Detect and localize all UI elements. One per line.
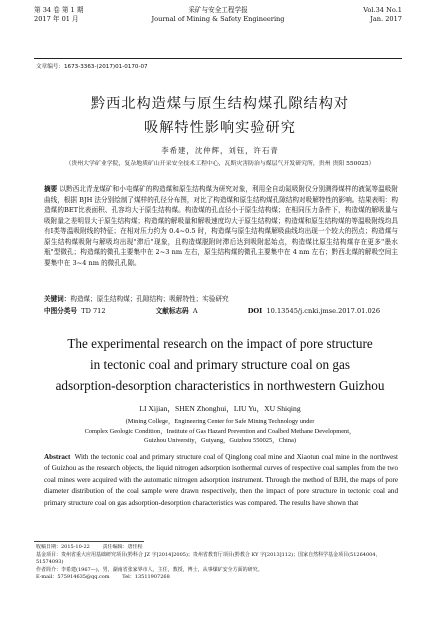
email-label: E-mail：: [36, 574, 58, 580]
publication-date: 2017 年 01 月: [34, 15, 79, 23]
title-en: [30, 333, 410, 396]
title-cn-line: 吸解特性影响实验研究: [144, 120, 296, 136]
journal-name-cn: 采矿与安全工程学报: [188, 6, 248, 14]
affiliation-en-line: Complex Geologic Condition，Institute of Gas Hazard Prevention and Coalbed Methane Development，: [84, 427, 356, 435]
bio-label: 作者简介：: [36, 566, 62, 573]
header-divider: [34, 58, 402, 59]
affiliation-en-line: (Mining College，Engineering Center for Safe Mining Technology under: [125, 418, 315, 425]
keywords-cn-text: 构造煤；原生结构煤；孔隙结构；吸解特性；实验研究: [70, 295, 229, 303]
affiliation-en-line: Guizhou University，Guiyang，Guizhou 550025，China): [144, 437, 296, 444]
doc-code: [156, 307, 222, 315]
clc-value: TD 712: [81, 307, 106, 315]
article-id: 文章编号：1673-3363-(2017)01-0170-07: [36, 64, 148, 70]
footnote-fund: [36, 552, 400, 567]
title-en-line: adsorption-desorption characteristics in northwestern Guizhou: [55, 378, 385, 393]
abstract-en-label: Abstract: [44, 453, 71, 461]
doc-code-value: A: [192, 307, 198, 315]
abstract-cn: [44, 184, 398, 268]
footnote-divider: [34, 541, 144, 542]
responsible-editor: 责任编辑：唐佳程: [102, 544, 143, 550]
abstract-cn-text: 以黔西北青龙煤矿和小屯煤矿的构造煤和原生结构煤为研究对象，利用全自动氮吸附仪分别测得煤样的液氮等温吸附曲线，根据 BJH 法分别绘制了煤样的孔径分布图，对比了构造煤和原生结构煤孔隙结构对吸解特性的影响。结果表明：构造煤的BET比表面积、孔容均大于原生结构煤。构造煤的孔直径小于原生结构煤；在相同压力条件下，构造煤的解吸量与吸附量之差明显大于原生结构煤；构造煤的解吸量和解吸速度均大于原生结构煤；构造煤和原生结构煤的等温吸附线均具有І类等温吸附线的特征；在相对压力约为 0.4~0.5 时，构造煤与原生结构煤解吸曲线均出现一个较大的拐点；构造煤与原生结构煤吸附与解吸均出现"滞后"现象，且构造煤脱附时滞后达到吸附起始点，构造煤比原生结构煤存在更多"墨水瓶"型微孔；构造煤的微孔主要集中在 2~3 nm 左右，原生结构煤的微孔主要集中在 4 nm 左右；黔西北煤的解吸空间主要集中在 3~4 nm 的微孔孔隙。: [44, 185, 399, 267]
abstract-en: [44, 452, 398, 509]
volume-issue: 第 34 卷 第 1 期: [34, 6, 84, 14]
keywords-cn-label: 关键词：: [44, 295, 71, 303]
title-en-line: The experimental research on the impact of pore structure: [67, 336, 373, 351]
clc-label: 中图分类号: [44, 307, 77, 315]
publication-date-en: Jan. 2017: [370, 15, 402, 23]
doi-label: DOI: [247, 307, 263, 315]
doi-value: 10.13545/j.cnki.jmse.2017.01.026: [266, 307, 381, 315]
header-center: [34, 6, 402, 24]
fund-text: 贵州省重大应用基础研究项目(黔科合 JZ 字[2014]2005)；贵州省教育厅项目(黔教合 KY 字[2013]112)；国家自然科学基金项目(51264004，51574093): [36, 551, 381, 565]
tel-value: 13511907268: [134, 574, 170, 580]
footnote-contact: [36, 574, 400, 582]
authors-cn: 李希建，沈仲辉，刘钰，许石青: [161, 146, 279, 155]
footnote-dates: [36, 544, 400, 552]
header-right: [363, 6, 402, 24]
tel-label: Tel：: [122, 574, 135, 580]
abstract-en-text: With the tectonic coal and primary structure coal of Qinglong coal mine and Xiaotun coal mine in the northwest of Guizhou as the research objects, the liquid nitrogen adsorption isothermal curves of respective coal samples from the two coal mines were acquired with the automatic nitrogen adsorption instrument. Through the method of BJH, the maps of pore diameter distribution of the coal sample were drawn respectively, then the impact of pore structure in tectonic coal and primary structure coal on gas adsorption-desorption characteristics was compared. The results have shown that: [44, 453, 398, 507]
doi: [248, 307, 404, 315]
abstract-cn-label: 摘要: [44, 185, 58, 193]
affiliation-cn: （贵州大学矿业学院，复杂地质矿山开采安全技术工程中心，瓦斯灾害防治与煤层气开发研究所，贵州 贵阳 550025）: [65, 161, 375, 167]
authors-en: LI Xijian，SHEN Zhonghui，LIU Yu，XU Shiqing: [139, 404, 301, 413]
bio-text: 李希建(1967—)，男，湖南省张家界市人，主任，教授，博士，从事煤矿安全方面的研究。: [61, 566, 263, 573]
clc: [44, 307, 130, 315]
title-cn-line: 黔西北构造煤与原生结构煤孔隙结构对: [90, 96, 350, 112]
footnote-bio: [36, 567, 400, 575]
doc-code-label: 文献标志码: [155, 307, 189, 315]
classification-line: [44, 305, 398, 315]
volume-issue-en: Vol.34 No.1: [363, 6, 402, 14]
affiliation-en: [40, 417, 400, 446]
email-value: 575914635@qq.com: [57, 574, 110, 580]
fund-label: 基金项目：: [36, 551, 62, 558]
journal-name-en: Journal of Mining & Safety Engineering: [151, 15, 285, 23]
title-en-line: in tectonic coal and primary structure coal on gas: [90, 357, 350, 372]
footnote: [36, 544, 400, 582]
title-cn: [40, 92, 400, 140]
keywords-cn: [44, 293, 398, 303]
received-date: 收稿日期：2015-10-22: [36, 544, 90, 550]
